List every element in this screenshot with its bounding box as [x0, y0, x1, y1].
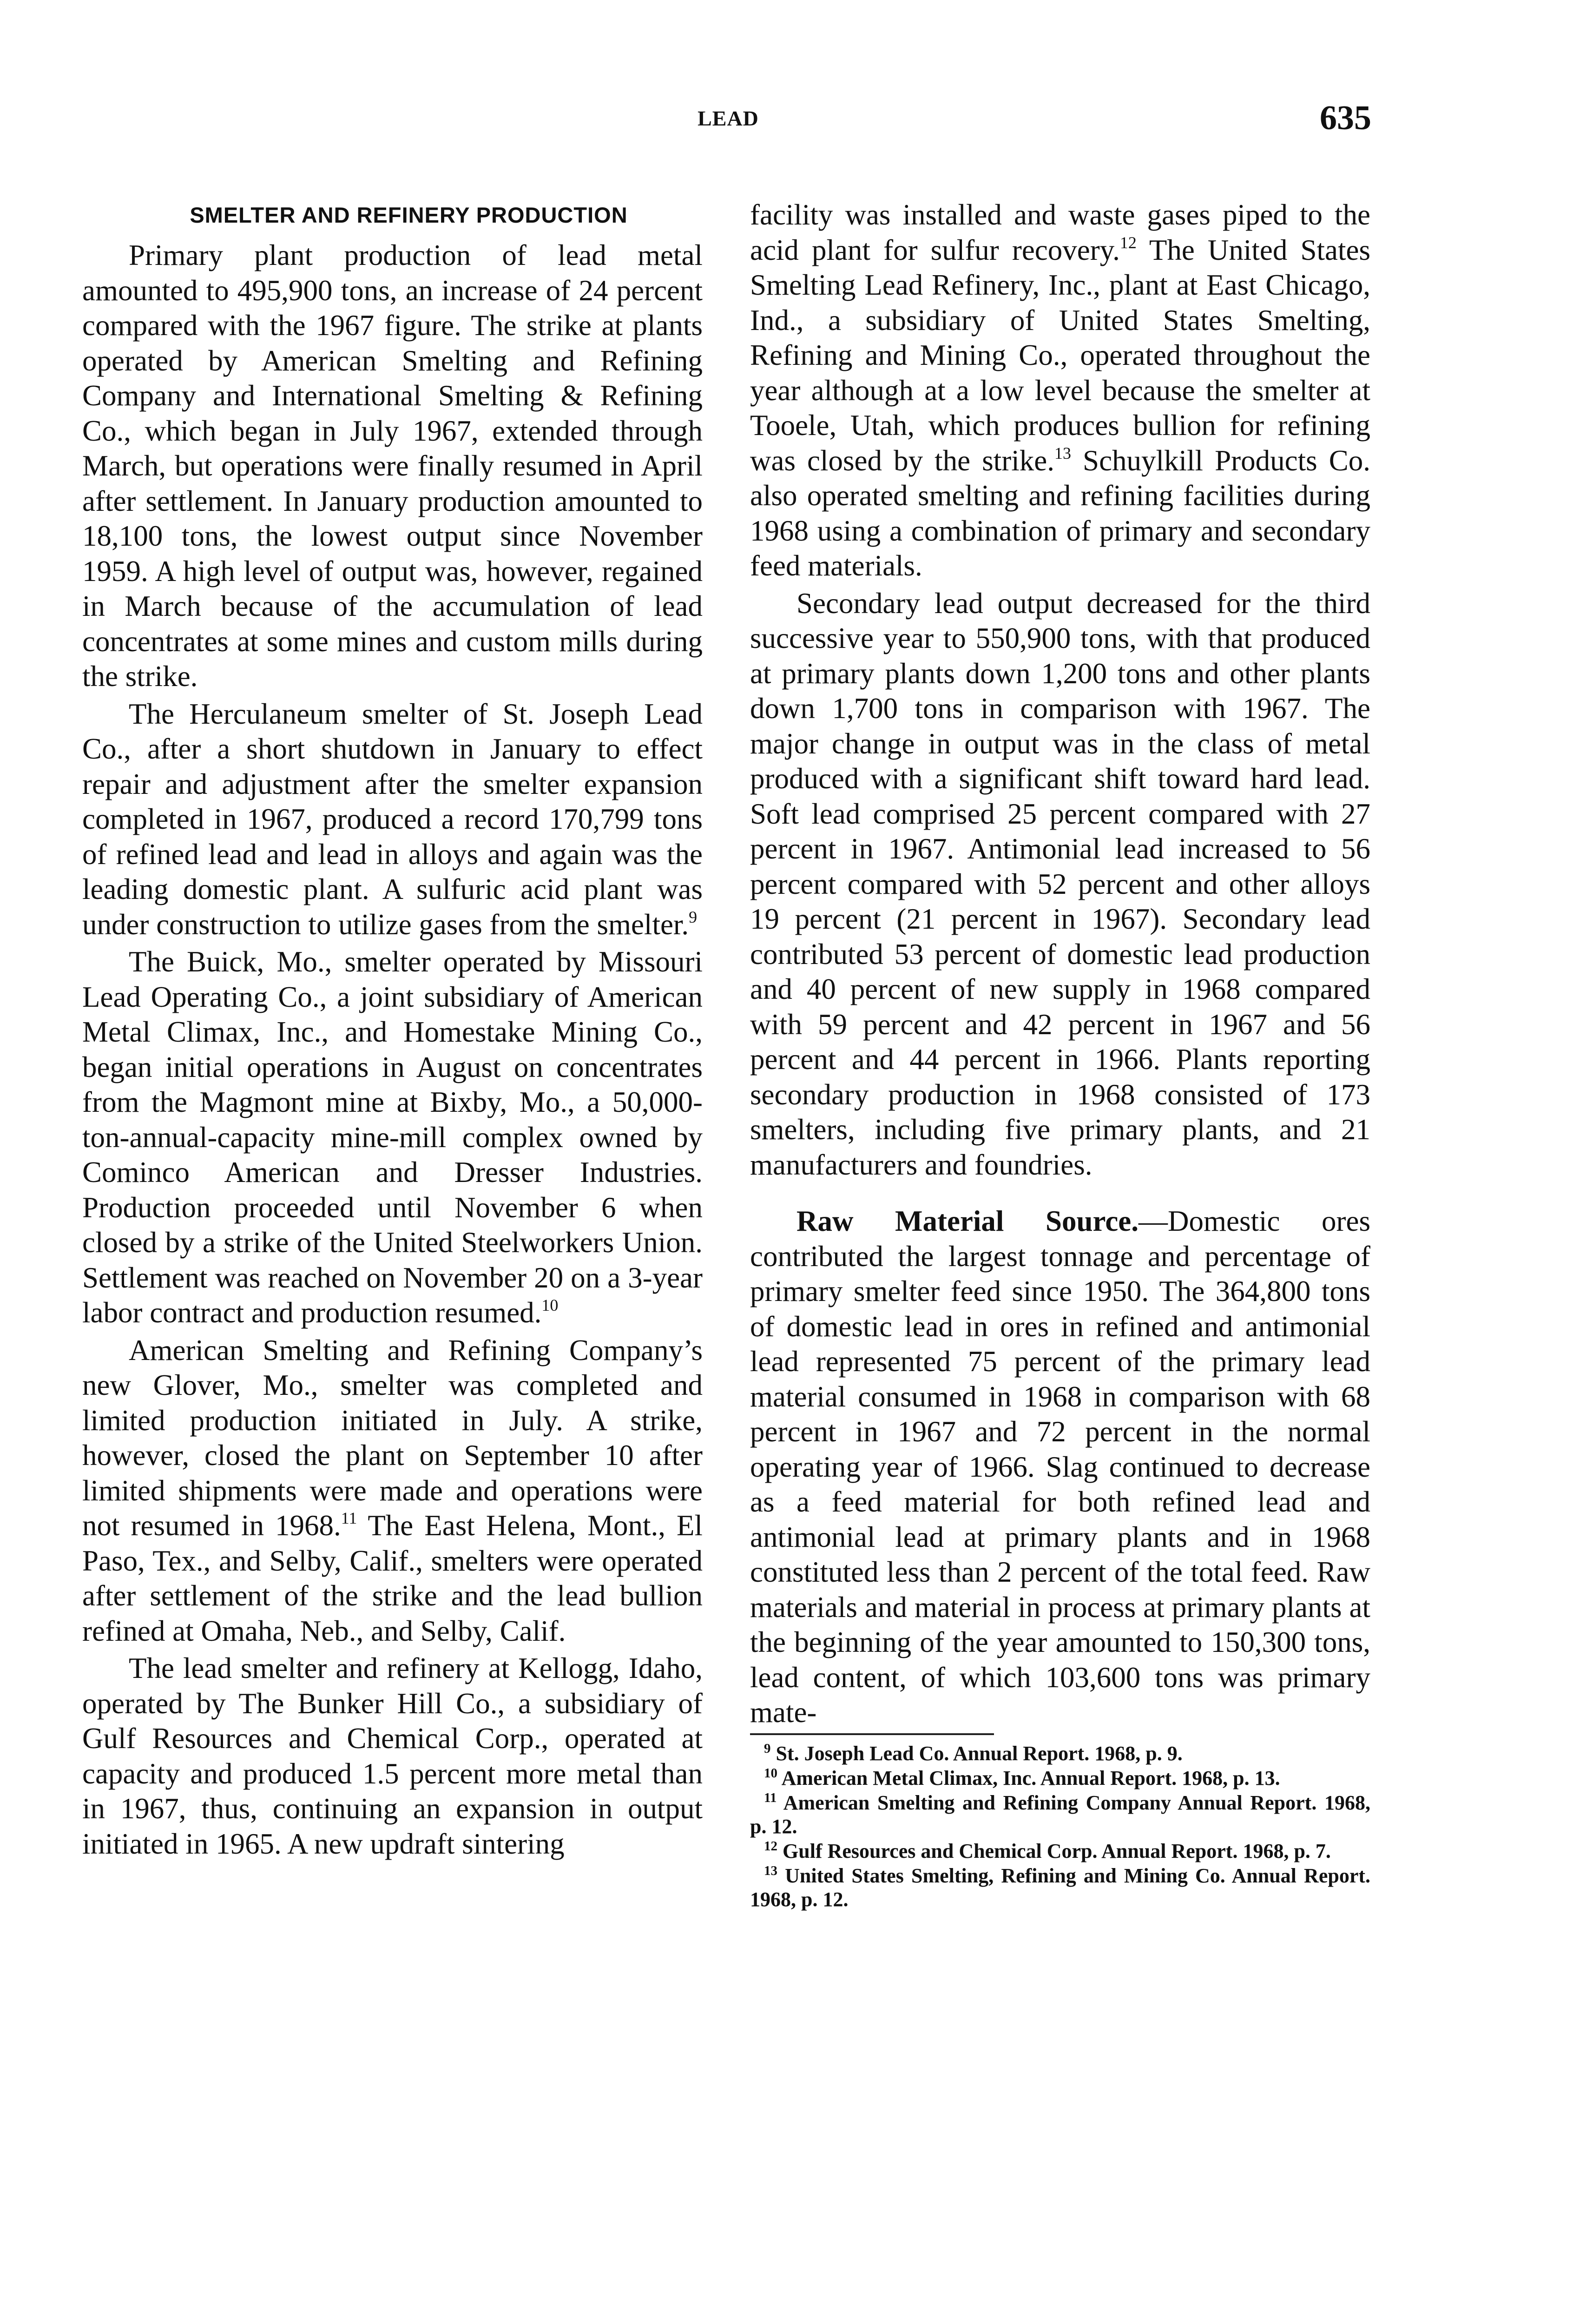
- paragraph-text: Primary plant production of lead metal amounted to 495,900 tons, an increase of 24 percent compared with the 1967 figure. The strike at plants operated by American Smelting and Refining Company and International Smelting & Refining Co., which began in July 1967, extended through March, but operations were finally resumed in April after settlement. In January production amounted to 18,100 tons, the lowest output since November 1959. A high level of output was, however, regained in March because of the accumulation of lead concentrates at some mines and custom mills during the strike.: [82, 239, 703, 693]
- paragraph-raw-material: [750, 1204, 1370, 1730]
- paragraph-text: The Herculaneum smelter of St. Joseph Lead Co., after a short shutdown in January to effect repair and adjustment after the smelter expansion completed in 1967, produced a record 170,799 tons of refined lead and lead in alloys and again was the leading domestic plant. A sulfuric acid plant was under construction to utilize gases from the smelter.: [82, 697, 703, 941]
- subsection-heading: Raw Material Source.: [796, 1205, 1139, 1237]
- footnote-text: American Metal Climax, Inc. Annual Report. 1968, p. 13.: [777, 1766, 1280, 1789]
- paragraph-glover: [82, 1333, 703, 1649]
- paragraph-updraft-continued: [750, 198, 1370, 584]
- footnote-ref: 11: [341, 1509, 357, 1527]
- paragraph-text: The United States Smelting Lead Refinery, Inc., plant at East Chicago, Ind., a subsidiary of United States Smelting, Refining and Mining Co., operated throughout the year although at a low level because the smelter at Tooele, Utah, which produces bullion for refining was closed by the strike.: [750, 233, 1371, 477]
- footnote-ref: 9: [689, 907, 698, 926]
- section-heading: SMELTER AND REFINERY PRODUCTION: [190, 203, 628, 227]
- footnote-10: [750, 1766, 1370, 1790]
- paragraph-secondary-lead: [750, 586, 1370, 1183]
- footnote-number: 9: [764, 1741, 771, 1756]
- footnotes: [750, 1742, 1370, 1911]
- footnote-number: 10: [764, 1765, 777, 1781]
- footnote-number: 13: [764, 1863, 777, 1878]
- footnote-number: 12: [764, 1838, 777, 1854]
- paragraph-text: The East Helena, Mont., El Paso, Tex., and Selby, Calif., smelters were operated after settlement of the strike and the lead bullion refined at Omaha, Neb., and Selby, Calif.: [82, 1509, 703, 1647]
- paragraph-text: American Smelting and Refining Company’s new Glover, Mo., smelter was completed and limited production initiated in July. A strike, however, closed the plant on September 10 after limited shipments were made and operations were not resumed in 1968.: [82, 1334, 703, 1542]
- running-head: LEAD: [698, 106, 759, 130]
- left-column: [82, 198, 703, 1864]
- footnote-9: [750, 1742, 1370, 1765]
- footnote-text: American Smelting and Refining Company Annual Report. 1968, p. 12.: [750, 1791, 1370, 1838]
- footnote-number: 11: [764, 1790, 777, 1805]
- footnote-text: St. Joseph Lead Co. Annual Report. 1968, p. 9.: [770, 1742, 1183, 1765]
- footnote-divider: [750, 1733, 994, 1735]
- footnote-ref: 12: [1119, 233, 1137, 252]
- footnote-ref: 10: [541, 1296, 559, 1314]
- paragraph-text: The Buick, Mo., smelter operated by Missouri Lead Operating Co., a joint subsidiary of American Metal Climax, Inc., and Homestake Mining Co., began initial operations in August on concentrates from the Magmont mine at Bixby, Mo., a 50,000-ton-annual-capacity mine-mill complex owned by Cominco American and Dresser Industries. Production proceeded until November 6 when closed by a strike of the United Steelworkers Union. Settlement was reached on November 20 on a 3-year labor contract and production resumed.: [82, 945, 703, 1329]
- footnote-text: Gulf Resources and Chemical Corp. Annual Report. 1968, p. 7.: [777, 1839, 1331, 1862]
- page-number: 635: [1320, 99, 1371, 137]
- paragraph-text: Secondary lead output decreased for the third successive year to 550,900 tons, with that produced at primary plants down 1,200 tons and other plants down 1,700 tons in comparison with 1967. The major change in output was in the class of metal produced with a significant shift toward hard lead. Soft lead comprised 25 percent compared with 27 percent in 1967. Antimonial lead increased to 56 percent compared with 52 percent and other alloys 19 percent (21 percent in 1967). Secondary lead contributed 53 percent of domestic lead production and 40 percent of new supply in 1968 compared with 59 percent and 42 percent in 1967 and 56 percent and 44 percent in 1966. Plants reporting secondary production in 1968 consisted of 173 smelters, including five primary plants, and 21 manufacturers and foundries.: [750, 587, 1370, 1181]
- paragraph-kellogg: [82, 1651, 703, 1862]
- right-column: [750, 198, 1370, 1912]
- paragraph-text: facility was installed and waste gases piped to the acid plant for sulfur recovery.: [750, 198, 1370, 266]
- paragraph-buick: [82, 944, 703, 1331]
- paragraph-text: Schuylkill Products Co. also operated smelting and refining facilities during 1968 using a combination of primary and secondary feed materials.: [750, 444, 1370, 582]
- paragraph-herculaneum: [82, 697, 703, 943]
- footnote-ref: 13: [1054, 443, 1071, 462]
- footnote-11: [750, 1791, 1370, 1838]
- paragraph-primary-production: [82, 238, 703, 694]
- paragraph-text: —Domestic ores contributed the largest tonnage and percentage of primary smelter feed since 1950. The 364,800 tons of domestic lead in ores in refined and antimonial lead represented 75 percent of the primary lead material consumed in 1968 in comparison with 68 percent in 1967 and 72 percent in the normal operating year of 1966. Slag continued to decrease as a feed material for both refined lead and antimonial lead at primary plants and in 1968 constituted less than 2 percent of the total feed. Raw materials and material in process at primary plants at the beginning of the year amounted to 150,300 tons, lead content, of which 103,600 tons was primary mate-: [750, 1205, 1370, 1729]
- footnote-12: [750, 1839, 1370, 1863]
- footnote-13: [750, 1864, 1370, 1911]
- footnote-text: United States Smelting, Refining and Mining Co. Annual Report. 1968, p. 12.: [750, 1864, 1370, 1911]
- paragraph-text: The lead smelter and refinery at Kellogg, Idaho, operated by The Bunker Hill Co., a subsidiary of Gulf Resources and Chemical Corp., operated at capacity and produced 1.5 percent more metal than in 1967, thus, continuing an expansion in output initiated in 1965. A new updraft sintering: [82, 1652, 703, 1860]
